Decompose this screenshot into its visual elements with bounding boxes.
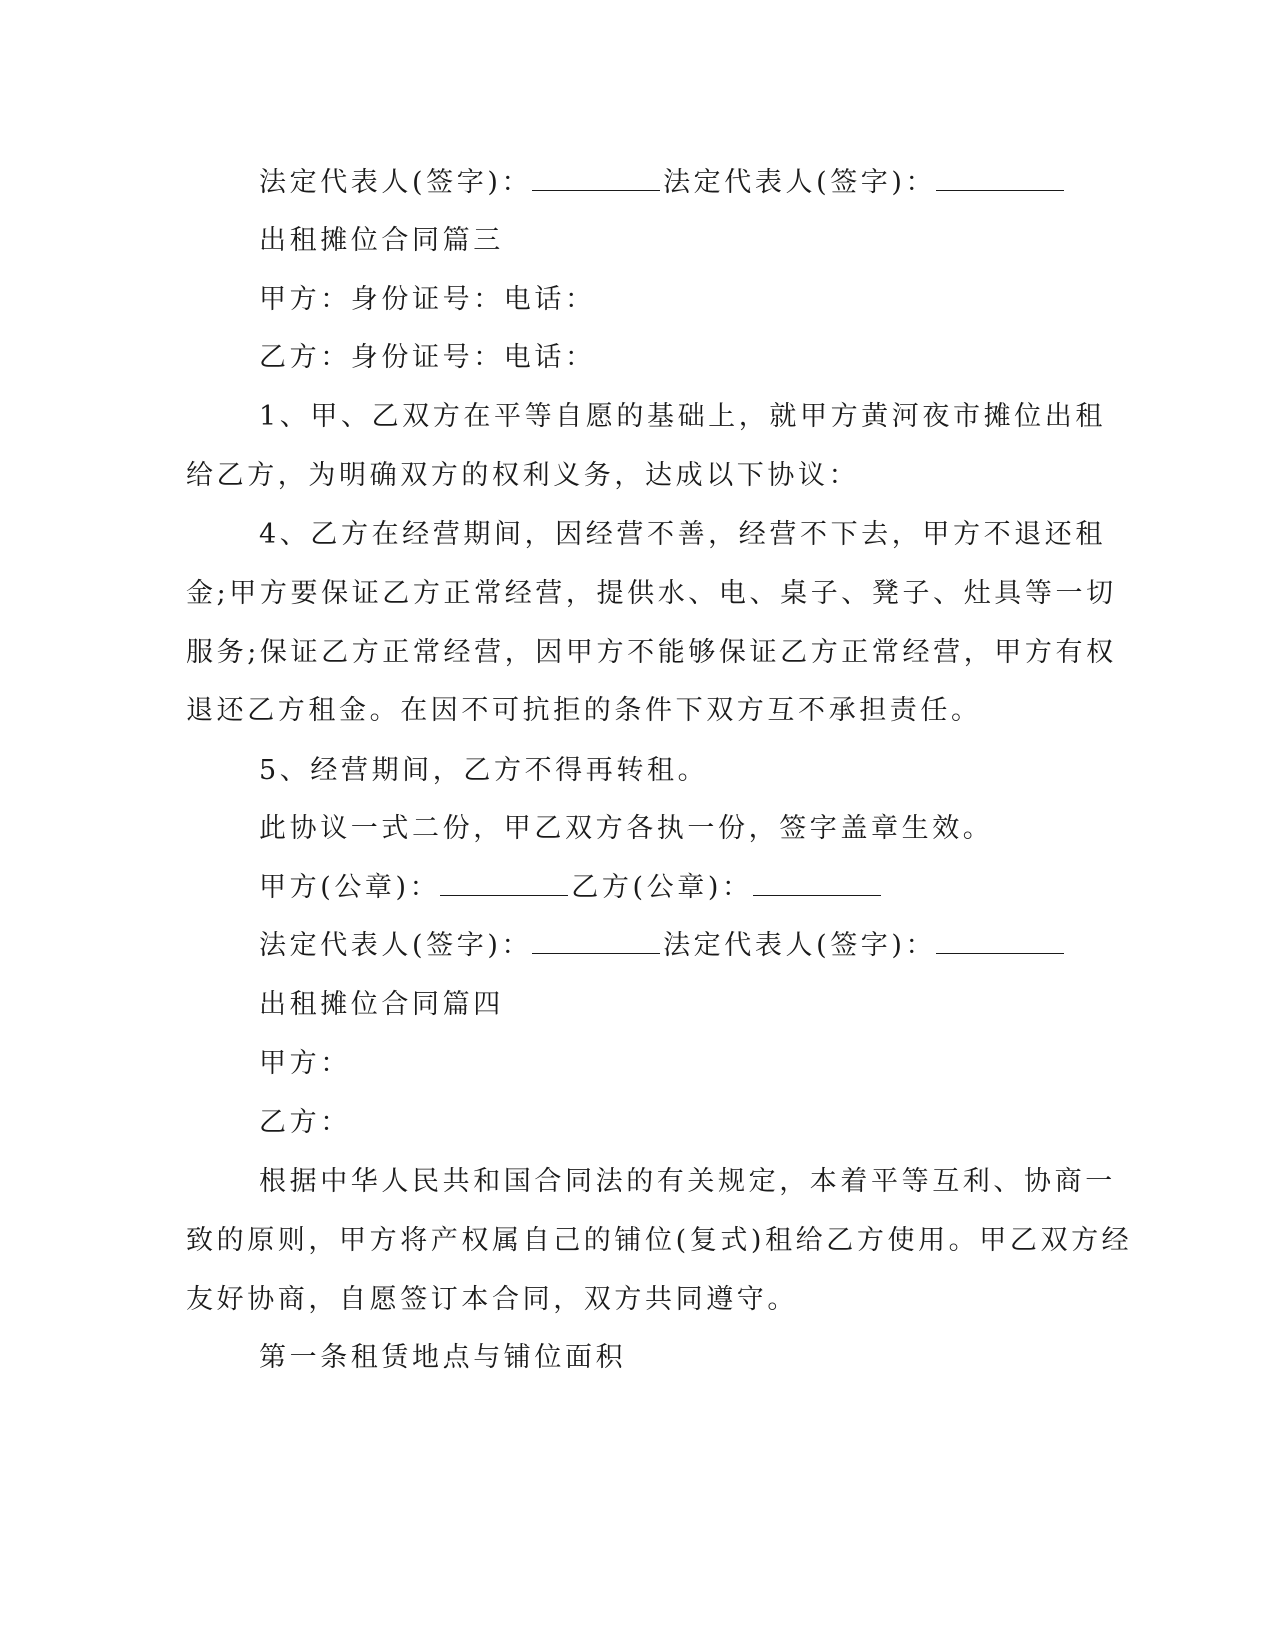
seal-label-b: 乙方(公章)： — [571, 872, 753, 903]
paragraph-line: 4、乙方在经营期间，因经营不善，经营不下去，甲方不退还租 — [259, 519, 1106, 550]
paragraph-line: 服务;保证乙方正常经营，因甲方不能够保证乙方正常经营，甲方有权 — [186, 637, 1117, 668]
seal-line — [259, 871, 884, 905]
signature-label-a: 法定代表人(签字)： — [259, 167, 533, 198]
paragraph-line: 此协议一式二份，甲乙双方各执一份，签字盖章生效。 — [259, 813, 994, 844]
paragraph-line: 友好协商，自愿签订本合同，双方共同遵守。 — [186, 1284, 798, 1315]
signature-label-b: 法定代表人(签字)： — [663, 167, 937, 198]
paragraph-line: 退还乙方租金。在因不可抗拒的条件下双方互不承担责任。 — [186, 695, 982, 726]
section-heading: 出租摊位合同篇四 — [259, 989, 504, 1020]
party-b-line: 乙方： — [259, 1107, 351, 1138]
party-b-line: 乙方：身份证号：电话： — [259, 342, 596, 373]
signature-label-b: 法定代表人(签字)： — [663, 930, 937, 961]
paragraph-line: 根据中华人民共和国合同法的有关规定，本着平等互利、协商一 — [259, 1166, 1116, 1197]
paragraph-line: 5、经营期间，乙方不得再转租。 — [259, 755, 709, 786]
signature-blank-a — [532, 166, 660, 191]
signature-blank-b — [936, 166, 1064, 191]
article-heading: 第一条租赁地点与铺位面积 — [259, 1342, 627, 1373]
paragraph-line: 给乙方，为明确双方的权利义务，达成以下协议： — [186, 460, 860, 491]
signature-line-legal-rep — [259, 166, 1067, 200]
signature-blank-b — [936, 929, 1064, 954]
party-a-line: 甲方： — [259, 1048, 351, 1079]
section-heading: 出租摊位合同篇三 — [259, 225, 504, 256]
signature-line-legal-rep — [259, 929, 1067, 963]
signature-label-a: 法定代表人(签字)： — [259, 930, 533, 961]
seal-label-a: 甲方(公章)： — [259, 872, 441, 903]
signature-blank-a — [532, 929, 660, 954]
seal-blank-a — [440, 871, 568, 896]
seal-blank-b — [753, 871, 881, 896]
party-a-line: 甲方：身份证号：电话： — [259, 284, 596, 315]
paragraph-line: 致的原则，甲方将产权属自己的铺位(复式)租给乙方使用。甲乙双方经 — [186, 1225, 1133, 1256]
paragraph-line: 1、甲、乙双方在平等自愿的基础上，就甲方黄河夜市摊位出租 — [259, 401, 1106, 432]
paragraph-line: 金;甲方要保证乙方正常经营，提供水、电、桌子、凳子、灶具等一切 — [186, 578, 1117, 609]
